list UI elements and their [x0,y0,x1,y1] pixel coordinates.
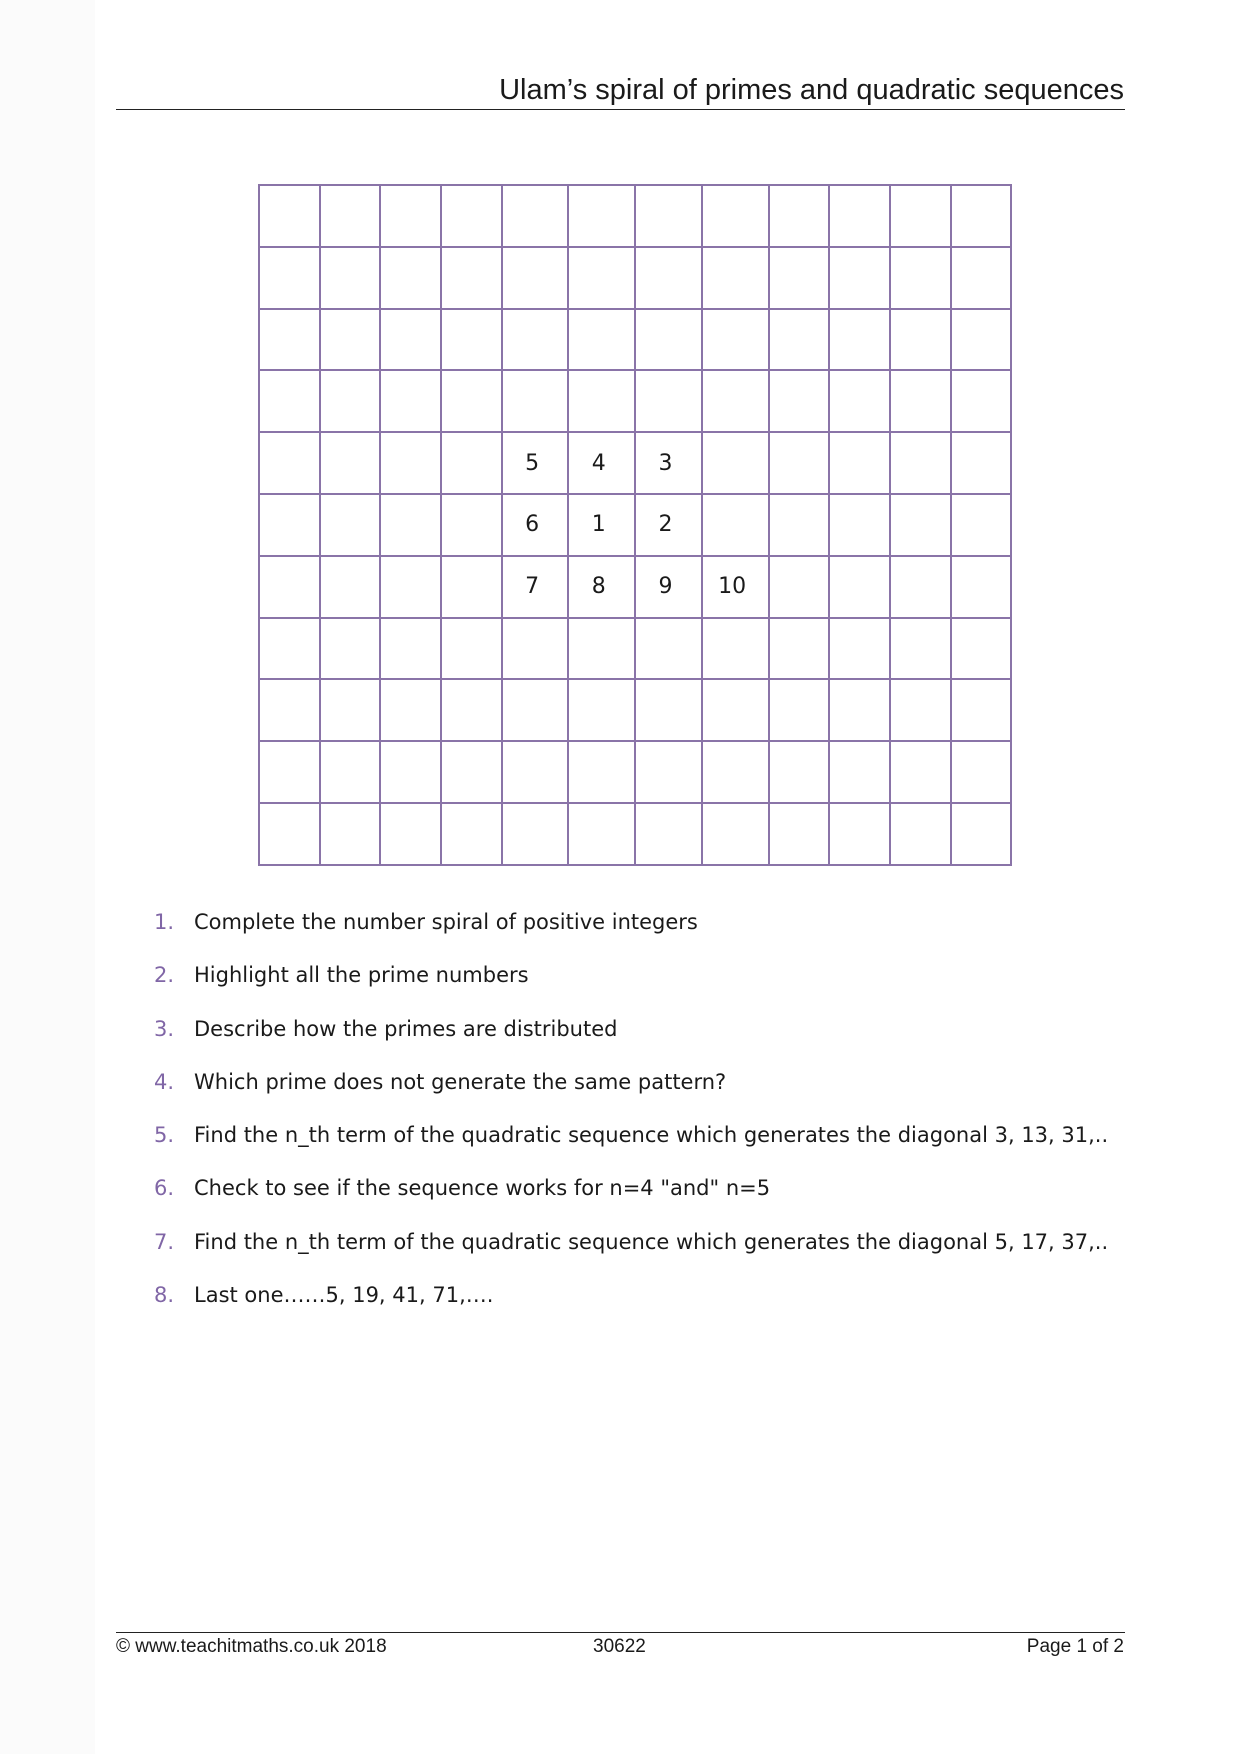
grid-cell [380,309,441,371]
grid-cell [635,803,702,865]
grid-cell: 10 [702,556,769,618]
grid-cell [441,556,502,618]
grid-cell [502,741,569,803]
question-text: Last one……5, 19, 41, 71,…. [194,1283,494,1308]
grid-cell [568,247,635,309]
grid-cell [890,185,951,247]
grid-cell [951,432,1012,494]
grid-cell [890,309,951,371]
grid-cell [320,803,381,865]
grid-cell [568,370,635,432]
grid-cell [259,803,320,865]
grid-cell [890,494,951,556]
grid-cell [702,494,769,556]
grid-cell [502,618,569,680]
grid-cell [769,803,830,865]
grid-cell: 3 [635,432,702,494]
grid-cell [502,185,569,247]
grid-row [259,556,1011,618]
question-list [154,910,1108,1336]
grid-cell [951,494,1012,556]
grid-row [259,309,1011,371]
question-item [154,963,1108,1016]
grid-cell [259,618,320,680]
grid-cell [702,309,769,371]
grid-cell [951,741,1012,803]
question-number: 8. [154,1283,175,1308]
grid-cell [441,679,502,741]
grid-cell [769,741,830,803]
question-item [154,1283,1108,1336]
grid-cell [320,432,381,494]
grid-cell [829,247,890,309]
grid-cell: 2 [635,494,702,556]
grid-cell [502,309,569,371]
question-text: Complete the number spiral of positive integers [194,910,698,934]
question-number: 3. [154,1016,175,1041]
grid-cell [769,556,830,618]
grid-row [259,618,1011,680]
grid-cell [829,803,890,865]
question-text: Which prime does not generate the same pattern? [194,1069,727,1094]
grid-cell [951,309,1012,371]
footer-divider [116,1632,1125,1633]
grid-cell [951,679,1012,741]
grid-cell [769,185,830,247]
grid-cell [441,432,502,494]
page-margin-strip [0,0,95,1754]
grid-cell [502,803,569,865]
grid-cell [259,185,320,247]
grid-cell [502,247,569,309]
question-number: 4. [154,1069,175,1094]
grid-cell [259,370,320,432]
grid-cell: 6 [502,494,569,556]
grid-cell [259,556,320,618]
grid-cell [702,185,769,247]
grid-cell [890,618,951,680]
grid-cell [320,679,381,741]
grid-cell [702,803,769,865]
grid-cell [380,432,441,494]
grid-cell [568,618,635,680]
grid-cell [951,247,1012,309]
grid-cell [380,185,441,247]
grid-cell [259,309,320,371]
grid-cell [259,679,320,741]
grid-cell [380,803,441,865]
question-item [154,1230,1108,1283]
grid-cell [380,370,441,432]
grid-cell [441,741,502,803]
grid-cell [702,432,769,494]
question-item [154,1017,1108,1070]
footer-copyright: © www.teachitmaths.co.uk 2018 [116,1636,387,1657]
grid-cell [702,618,769,680]
grid-cell [441,247,502,309]
grid-cell [829,432,890,494]
grid-cell [890,370,951,432]
grid-cell [951,803,1012,865]
grid-cell [829,556,890,618]
grid-cell: 1 [568,494,635,556]
grid-cell [568,309,635,371]
question-number: 1. [154,910,175,934]
grid-cell: 8 [568,556,635,618]
grid-cell [320,618,381,680]
grid-row [259,679,1011,741]
grid-cell [890,247,951,309]
grid-cell [951,618,1012,680]
grid-cell [380,247,441,309]
grid-cell [769,432,830,494]
grid-cell [635,309,702,371]
grid-cell [702,247,769,309]
grid-cell [769,309,830,371]
grid-cell [951,185,1012,247]
grid-cell [380,618,441,680]
question-text: Find the n_th term of the quadratic sequence which generates the diagonal 3, 13, 31,.. [194,1123,1109,1148]
question-item [154,1176,1108,1229]
grid-cell [320,247,381,309]
grid-cell [951,370,1012,432]
grid-cell [441,618,502,680]
grid-cell [380,494,441,556]
grid-cell [890,741,951,803]
grid-cell [568,803,635,865]
grid-cell [829,309,890,371]
grid-cell [502,679,569,741]
grid-cell: 5 [502,432,569,494]
grid-cell: 9 [635,556,702,618]
grid-cell [769,618,830,680]
question-item [154,1123,1108,1176]
grid-cell [635,741,702,803]
grid-cell [259,494,320,556]
footer-page-number: Page 1 of 2 [1026,1636,1124,1657]
grid-cell [635,370,702,432]
question-text: Describe how the primes are distributed [194,1016,618,1041]
grid-cell [702,741,769,803]
grid-row [259,370,1011,432]
grid-cell [829,494,890,556]
grid-row [259,741,1011,803]
grid-cell [380,556,441,618]
grid-cell [441,803,502,865]
grid-cell [769,494,830,556]
grid-cell [259,247,320,309]
grid-cell [568,679,635,741]
question-item [154,1070,1108,1123]
grid-row [259,185,1011,247]
grid-cell [829,618,890,680]
grid-cell [635,679,702,741]
grid-cell [441,370,502,432]
question-text: Check to see if the sequence works for n=4 "and" n=5 [194,1176,771,1201]
grid-row [259,803,1011,865]
grid-cell [441,309,502,371]
number-spiral-grid [258,184,1012,866]
grid-row [259,247,1011,309]
grid-cell [829,679,890,741]
grid-cell [441,494,502,556]
grid-cell [769,247,830,309]
page-title: Ulam’s spiral of primes and quadratic sequences [499,74,1124,106]
grid-cell: 7 [502,556,569,618]
grid-cell [702,370,769,432]
grid-cell [829,185,890,247]
question-number: 5. [154,1123,175,1148]
grid-cell [380,741,441,803]
grid-row [259,494,1011,556]
question-number: 7. [154,1229,175,1254]
grid-cell [441,185,502,247]
footer-resource-id: 30622 [593,1636,646,1657]
grid-cell [890,679,951,741]
grid-cell [259,432,320,494]
grid-cell [635,618,702,680]
grid-cell [380,679,441,741]
grid-cell [320,494,381,556]
grid-cell [320,741,381,803]
grid-cell [259,741,320,803]
question-text: Highlight all the prime numbers [194,963,529,988]
grid-cell [829,370,890,432]
grid-cell: 4 [568,432,635,494]
grid-cell [320,185,381,247]
grid-cell [829,741,890,803]
grid-cell [320,556,381,618]
grid-cell [951,556,1012,618]
grid-cell [568,185,635,247]
question-number: 6. [154,1176,175,1201]
question-number: 2. [154,963,175,988]
grid-cell [320,370,381,432]
grid-cell [702,679,769,741]
grid-cell [769,370,830,432]
grid-cell [320,309,381,371]
question-text: Find the n_th term of the quadratic sequence which generates the diagonal 5, 17, 37,.. [194,1229,1109,1254]
grid-cell [890,432,951,494]
grid-cell [635,185,702,247]
header-divider [116,109,1125,110]
grid-row [259,432,1011,494]
grid-cell [568,741,635,803]
grid-cell [890,556,951,618]
grid-cell [769,679,830,741]
grid-cell [635,247,702,309]
grid-cell [502,370,569,432]
question-item [154,910,1108,963]
grid-cell [890,803,951,865]
